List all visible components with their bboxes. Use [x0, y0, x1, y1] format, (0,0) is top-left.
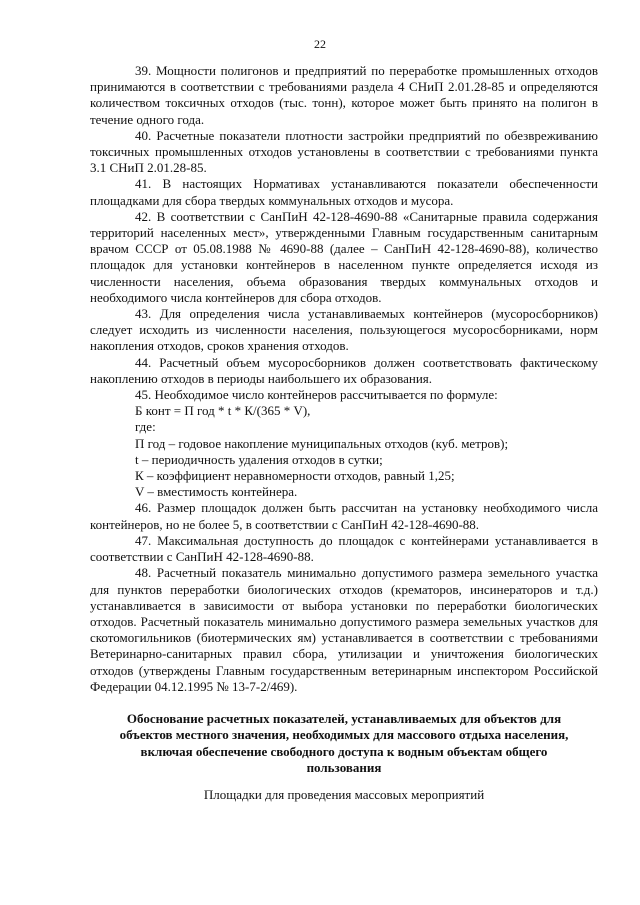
- paragraph-39: 39. Мощности полигонов и предприятий по переработке промышленных отходов принимаются в соответствии с требованиями раздела 4 СНиП 2.01.28-85 и определяются количеством токсичных отходов (тыс. тонн), которое может быть принято на полигон в течение одного года.: [90, 63, 598, 127]
- paragraph-44: 44. Расчетный объем мусоросборников должен соответствовать фактическому накоплению отходов в периоды наибольшего их образования.: [90, 354, 598, 386]
- formula-definition: V – вместимость контейнера.: [135, 484, 298, 500]
- formula-definition: К – коэффициент неравномерности отходов, равный 1,25;: [135, 468, 455, 484]
- paragraph-40: 40. Расчетные показатели плотности застройки предприятий по обезвреживанию токсичных промышленных отходов установлены в соответствии с требованиями пункта 3.1 СНиП 2.01.28-85.: [90, 127, 598, 176]
- paragraph-45: 45. Необходимое число контейнеров рассчитывается по формуле:: [135, 387, 498, 403]
- formula-where: где:: [135, 419, 156, 435]
- paragraph-46: 46. Размер площадок должен быть рассчитан на установку необходимого числа контейнеров, но не более 5, в соответствии с СанПиН 42-128-4690-88.: [90, 500, 598, 532]
- page-number: 22: [314, 37, 326, 51]
- section-heading: Обоснование расчетных показателей, устанавливаемых для объектов для объектов местного значения, необходимых для массового отдыха населения, включая обеспечение свободного доступа к водным объектам общего пользования: [119, 710, 569, 776]
- paragraph-47: 47. Максимальная доступность до площадок с контейнерами устанавливается в соответствии с СанПиН 42-128-4690-88.: [90, 532, 598, 565]
- paragraph-48: 48. Расчетный показатель минимально допустимого размера земельного участка для пунктов переработки биологических отходов (крематоров, инсинераторов и т.д.) устанавливается в зависимости от выбора установки по переработки биологических отходов. Расчетный показатель минимально допустимого размера земельных участков для скотомогильников (биотермических ям) устанавливается в соответствии с требованиями Ветеринарно-санитарных правил сбора, утилизации и уничтожения биологических отходов (утверждены Главным государственным ветеринарным инспектором Российской Федерации 04.12.1995 № 13-7-2/469).: [90, 565, 598, 694]
- document-body: [90, 63, 598, 803]
- paragraph-43: 43. Для определения числа устанавливаемых контейнеров (мусоросборников) следует исходить из численности населения, пользующегося мусоросборниками, норм накопления отходов, сроков хранения отходов.: [90, 306, 598, 354]
- formula-definition: t – периодичность удаления отходов в сутки;: [135, 451, 383, 467]
- formula-expression: Б конт = П год * t * К/(365 * V),: [135, 403, 311, 419]
- section-subheading: Площадки для проведения массовых мероприятий: [203, 786, 485, 802]
- paragraph-41: 41. В настоящих Нормативах устанавливаются показатели обеспеченности площадками для сбора твердых коммунальных отходов и мусора.: [90, 176, 598, 208]
- formula-definition: П год – годовое накопление муниципальных отходов (куб. метров);: [135, 435, 509, 451]
- paragraph-42: 42. В соответствии с СанПиН 42-128-4690-88 «Санитарные правила содержания территорий населенных мест», утвержденными Главным государственным санитарным врачом СССР от 05.08.1988 № 4690-88 (далее – СанПиН 42-128-4690-88), количество площадок для установки контейнеров в населенном пункте определяется исходя из численности населения, объема образования твердых коммунальных отходов и необходимого числа контейнеров для сбора отходов.: [90, 208, 598, 305]
